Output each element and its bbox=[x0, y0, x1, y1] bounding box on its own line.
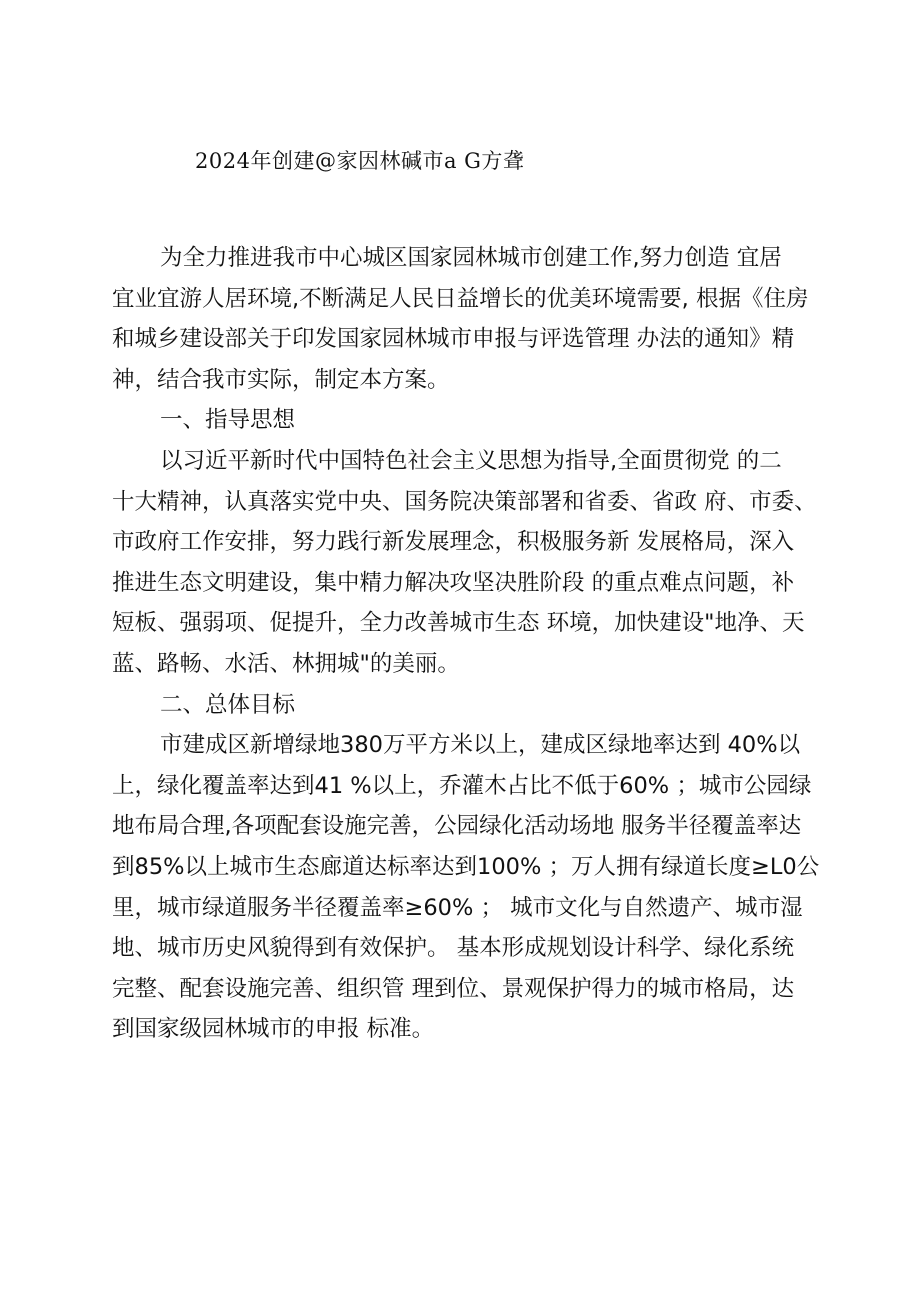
text-line: 到国家级园林城市的申报 标准。 bbox=[112, 1016, 435, 1043]
text-line: 地布局合理,各项配套设施完善，公园绿化活动场地 服务半径覆盖率达 bbox=[112, 813, 802, 840]
section-heading: 一、指导思想 bbox=[160, 407, 296, 434]
text-line: 市政府工作安排，努力践行新发展理念，积极服务新 发展格局，深入 bbox=[112, 529, 795, 556]
text-line: 上，绿化覆盖率达到41 %以上，乔灌木占比不低于60% ；城市公园绿 bbox=[112, 772, 812, 799]
text-line: 推进生态文明建设，集中精力解决攻坚决胜阶段 的重点难点问题，补 bbox=[112, 569, 795, 596]
text-line: 完整、配套设施完善、组织管 理到位、景观保护得力的城市格局，达 bbox=[112, 975, 795, 1002]
section-heading: 二、总体目标 bbox=[160, 691, 296, 718]
document-title: 2024年创建@家因林碱市a G方聋 bbox=[195, 149, 525, 173]
text-line: 神，结合我市实际，制定本方案。 bbox=[112, 366, 450, 393]
section-heading-overall-goals bbox=[112, 685, 832, 726]
paragraph-intro bbox=[112, 238, 832, 400]
text-line: 蓝、路畅、水活、林拥城"的美丽。 bbox=[112, 650, 460, 677]
text-line: 市建成区新增绿地380万平方米以上，建成区绿地率达到 40%以 bbox=[160, 732, 801, 759]
text-line: 以习近平新时代中国特色社会主义思想为指导,全面贯彻党 的二 bbox=[160, 447, 782, 474]
paragraph-overall-goals bbox=[112, 725, 832, 1050]
text-line: 短板、强弱项、促提升，全力改善城市生态 环境，加快建设"地净、天 bbox=[112, 610, 805, 637]
text-line: 宜业宜游人居环境,不断满足人民日益增长的优美环境需要, 根据《住房 bbox=[112, 285, 809, 312]
section-heading-guiding-ideology bbox=[112, 400, 832, 441]
text-line: 和城乡建设部关于印发国家园林城市申报与评选管理 办法的通知》精 bbox=[112, 326, 795, 353]
text-line: 到85%以上城市生态廊道达标率达到100% ；万人拥有绿道长度≥L0公 bbox=[112, 853, 820, 880]
text-line: 地、城市历史风貌得到有效保护。 基本形成规划设计科学、绿化系统 bbox=[112, 935, 795, 962]
text-line: 为全力推进我市中心城区国家园林城市创建工作,努力创造 宜居 bbox=[160, 245, 782, 271]
paragraph-guiding-ideology bbox=[112, 441, 832, 685]
document-body bbox=[112, 238, 832, 1050]
text-line: 十大精神，认真落实党中央、国务院决策部署和省委、省政 府、市委、 bbox=[112, 488, 817, 515]
text-line: 里，城市绿道服务半径覆盖率≥60% ； 城市文化与自然遗产、城市湿 bbox=[112, 894, 803, 921]
